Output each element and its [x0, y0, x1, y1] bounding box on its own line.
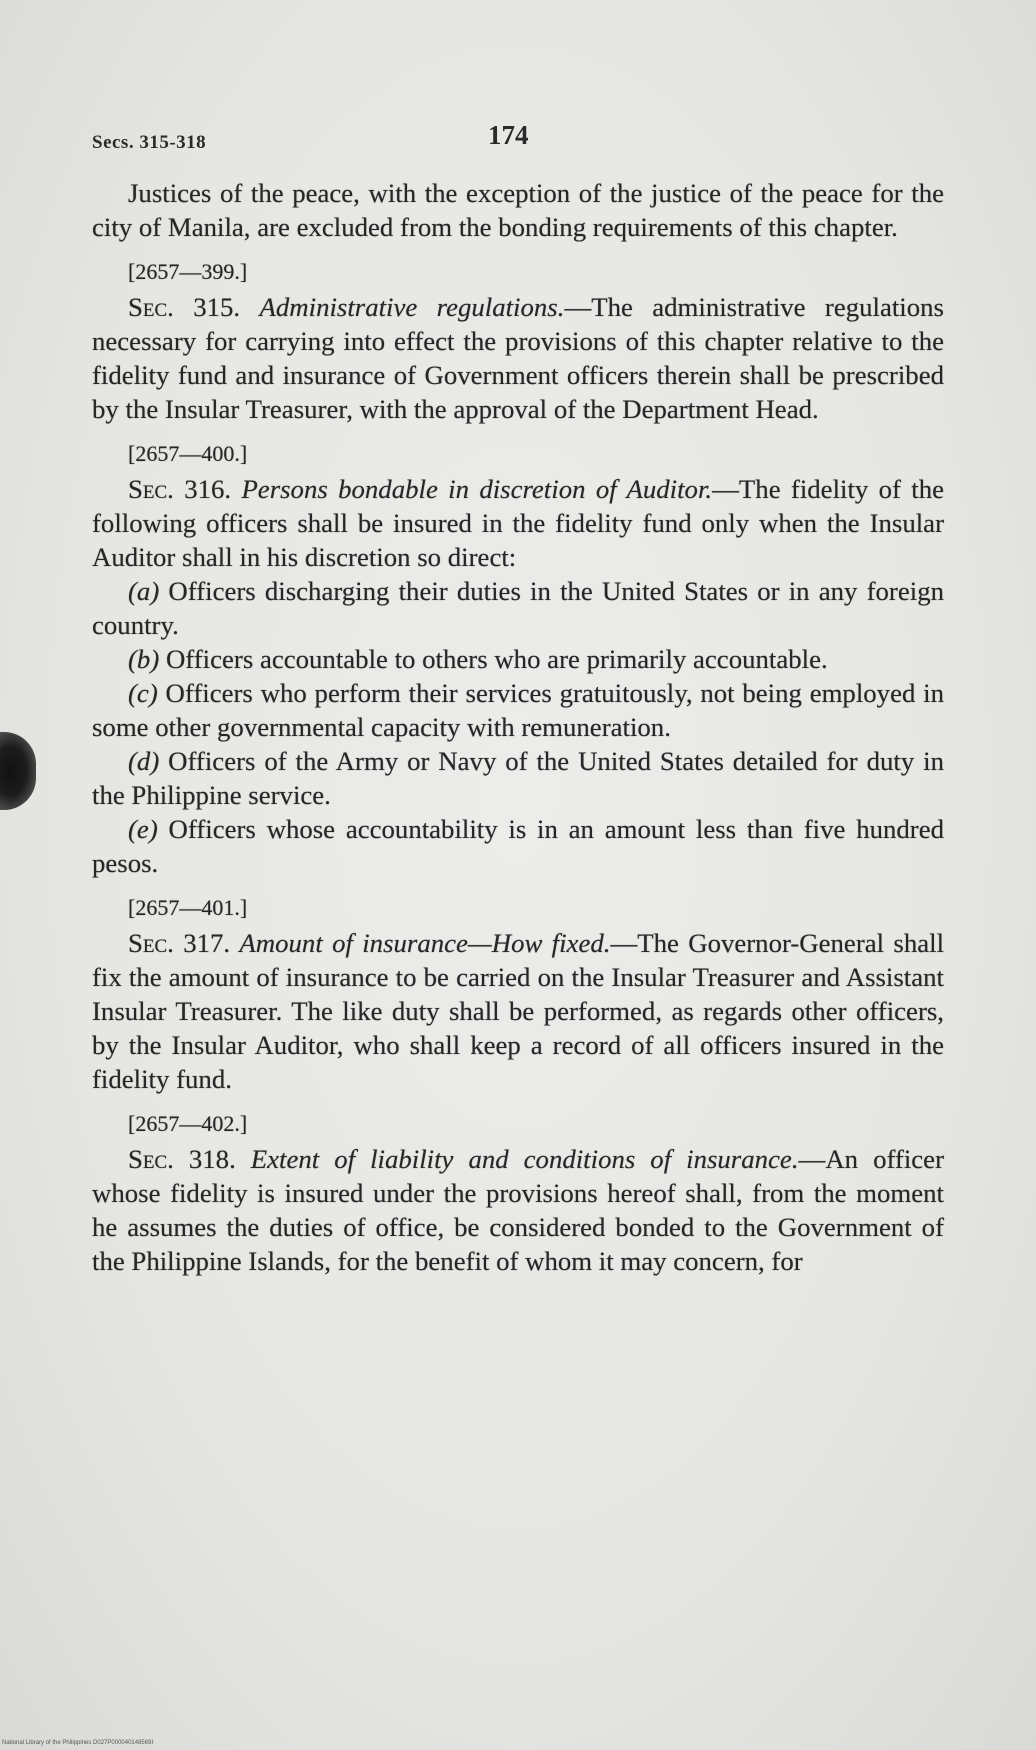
citation-401: [2657—401.] — [128, 895, 248, 920]
section-316 — [92, 472, 944, 574]
page-number: 174 — [488, 120, 529, 150]
clause-text: Officers discharging their duties in the United States or in any foreign country. — [92, 576, 944, 640]
body-text — [92, 176, 944, 1278]
section-text: —An officer whose fidelity is insured under the provisions hereof shall, from the moment he assumes the duties of office, be considered bonded to the Government of the Philippine Islands, for the benefit of whom it may concern, for — [92, 1144, 944, 1276]
clause-letter: (d) — [128, 746, 160, 776]
section-text: —The fidelity of the following officers shall be insured in the fidelity fund only when the Insular Auditor shall in his discretion so direct: — [92, 474, 944, 572]
clause-letter: (b) — [128, 644, 160, 674]
clause-letter: (c) — [128, 678, 158, 708]
section-label: Sec. 315. — [128, 292, 241, 322]
section-text: —The administrative regulations necessary for carrying into effect the provisions of this chapter relative to the fidelity fund and insurance of Government officers therein shall be prescribed by the Insular Treasurer, with the approval of the Department Head. — [92, 292, 944, 424]
section-label: Sec. 316. — [128, 474, 232, 504]
section-heading: Amount of insurance—How fixed. — [239, 928, 611, 958]
clause-letter: (e) — [128, 814, 158, 844]
clause-text: Officers of the Army or Navy of the United States detailed for duty in the Philippine service. — [92, 746, 944, 810]
section-heading: Administrative regulations. — [259, 292, 565, 322]
clause-text: Officers who perform their services gratuitously, not being employed in some other governmental capacity with remuneration. — [92, 678, 944, 742]
clause-c — [92, 676, 944, 744]
intro-paragraph: Justices of the peace, with the exception of the justice of the peace for the city of Manila, are excluded from the bonding requirements of this chapter. — [92, 178, 944, 242]
citation-402: [2657—402.] — [128, 1111, 248, 1136]
citation-400: [2657—400.] — [128, 441, 248, 466]
clause-text: Officers whose accountability is in an amount less than five hundred pesos. — [92, 814, 944, 878]
clause-a — [92, 574, 944, 642]
section-315 — [92, 290, 944, 426]
section-heading: Persons bondable in discretion of Auditor. — [241, 474, 713, 504]
section-317 — [92, 926, 944, 1096]
clause-e — [92, 812, 944, 880]
clause-text: Officers accountable to others who are primarily accountable. — [165, 644, 828, 674]
scan-footer: National Library of the Philippines D027P000040148569I — [2, 1740, 154, 1746]
clause-d — [92, 744, 944, 812]
running-head: Secs. 315-318 — [92, 132, 207, 153]
citation-399: [2657—399.] — [128, 259, 248, 284]
thumb-shadow-mark — [0, 732, 36, 810]
clause-letter: (a) — [128, 576, 160, 606]
section-label: Sec. 318. — [128, 1144, 236, 1174]
section-label: Sec. 317. — [128, 928, 231, 958]
section-heading: Extent of liability and conditions of insurance. — [250, 1144, 799, 1174]
clause-b — [92, 642, 944, 676]
section-318 — [92, 1142, 944, 1278]
section-text: —The Governor-General shall fix the amount of insurance to be carried on the Insular Treasurer and Assistant Insular Treasurer. The like duty shall be performed, as regards other officers, by the Insular Auditor, who shall keep a record of all officers insured in the fidelity fund. — [92, 928, 945, 1094]
